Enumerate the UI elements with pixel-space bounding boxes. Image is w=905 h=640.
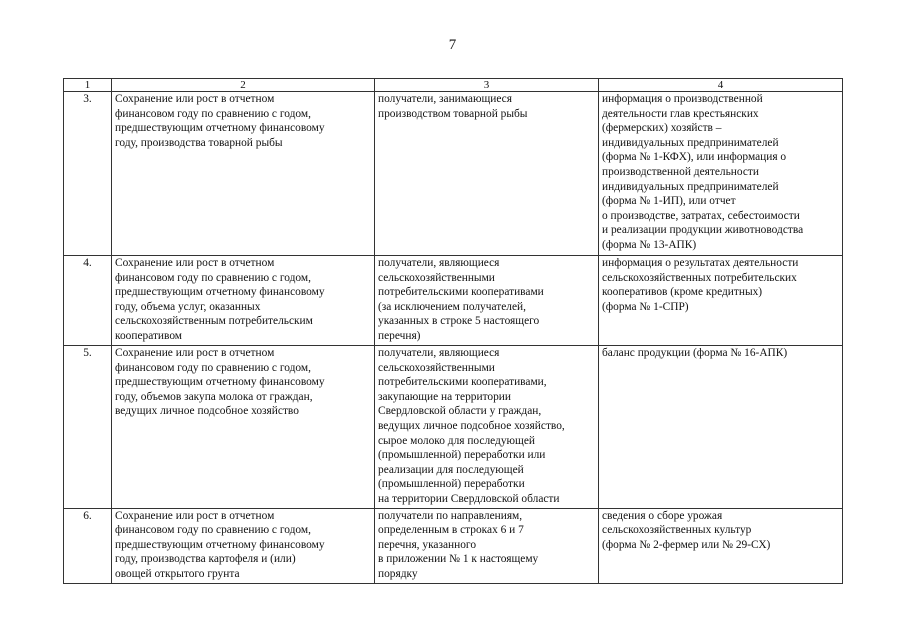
column-header: 1 bbox=[64, 79, 112, 92]
column-header: 4 bbox=[599, 79, 843, 92]
source-cell: сведения о сборе урожая сельскохозяйственных культур (форма № 2-фермер или № 29-СХ) bbox=[599, 508, 843, 583]
table-header-row bbox=[64, 79, 843, 92]
source-cell: информация о производственной деятельности глав крестьянских (фермерских) хозяйств – индивидуальных предпринимателей (форма № 1-КФХ), или информация о производственной деятельности индивидуальных предпринимателей (форма № 1-ИП), или отчет о производстве, затратах, себестоимости и реализации продукции животноводства (форма № 13-АПК) bbox=[599, 92, 843, 256]
indicator-cell: Сохранение или рост в отчетном финансовом году по сравнению с годом, предшествующим отчетному финансовому году, производства картофеля и (или) овощей открытого грунта bbox=[112, 508, 375, 583]
recipients-cell: получатели, занимающиеся производством товарной рыбы bbox=[375, 92, 599, 256]
table-row bbox=[64, 92, 843, 256]
table-row bbox=[64, 256, 843, 346]
column-header: 2 bbox=[112, 79, 375, 92]
indicators-table bbox=[63, 78, 843, 584]
recipients-cell: получатели, являющиеся сельскохозяйственными потребительскими кооперативами, закупающие на территории Свердловской области у граждан, ведущих личное подсобное хозяйство, сырое молоко для последующей (промышленной) переработки или реализации для последующей (промышленной) переработки на территории Свердловской области bbox=[375, 346, 599, 509]
source-cell: баланс продукции (форма № 16-АПК) bbox=[599, 346, 843, 509]
row-number: 5. bbox=[64, 346, 112, 509]
row-number: 3. bbox=[64, 92, 112, 256]
indicator-cell: Сохранение или рост в отчетном финансовом году по сравнению с годом, предшествующим отчетному финансовому году, объемов закупа молока от граждан, ведущих личное подсобное хозяйство bbox=[112, 346, 375, 509]
table-row bbox=[64, 508, 843, 583]
row-number: 4. bbox=[64, 256, 112, 346]
recipients-cell: получатели, являющиеся сельскохозяйственными потребительскими кооперативами (за исключением получателей, указанных в строке 5 настоящего перечня) bbox=[375, 256, 599, 346]
indicator-cell: Сохранение или рост в отчетном финансовом году по сравнению с годом, предшествующим отчетному финансовому году, объема услуг, оказанных сельскохозяйственным потребительским кооперативом bbox=[112, 256, 375, 346]
column-header: 3 bbox=[375, 79, 599, 92]
source-cell: информация о результатах деятельности сельскохозяйственных потребительских кооперативов (кроме кредитных) (форма № 1-СПР) bbox=[599, 256, 843, 346]
recipients-cell: получатели по направлениям, определенным в строках 6 и 7 перечня, указанного в приложении № 1 к настоящему порядку bbox=[375, 508, 599, 583]
table-row bbox=[64, 346, 843, 509]
indicator-cell: Сохранение или рост в отчетном финансовом году по сравнению с годом, предшествующим отчетному финансовому году, производства товарной рыбы bbox=[112, 92, 375, 256]
row-number: 6. bbox=[64, 508, 112, 583]
page-number: 7 bbox=[448, 37, 457, 53]
